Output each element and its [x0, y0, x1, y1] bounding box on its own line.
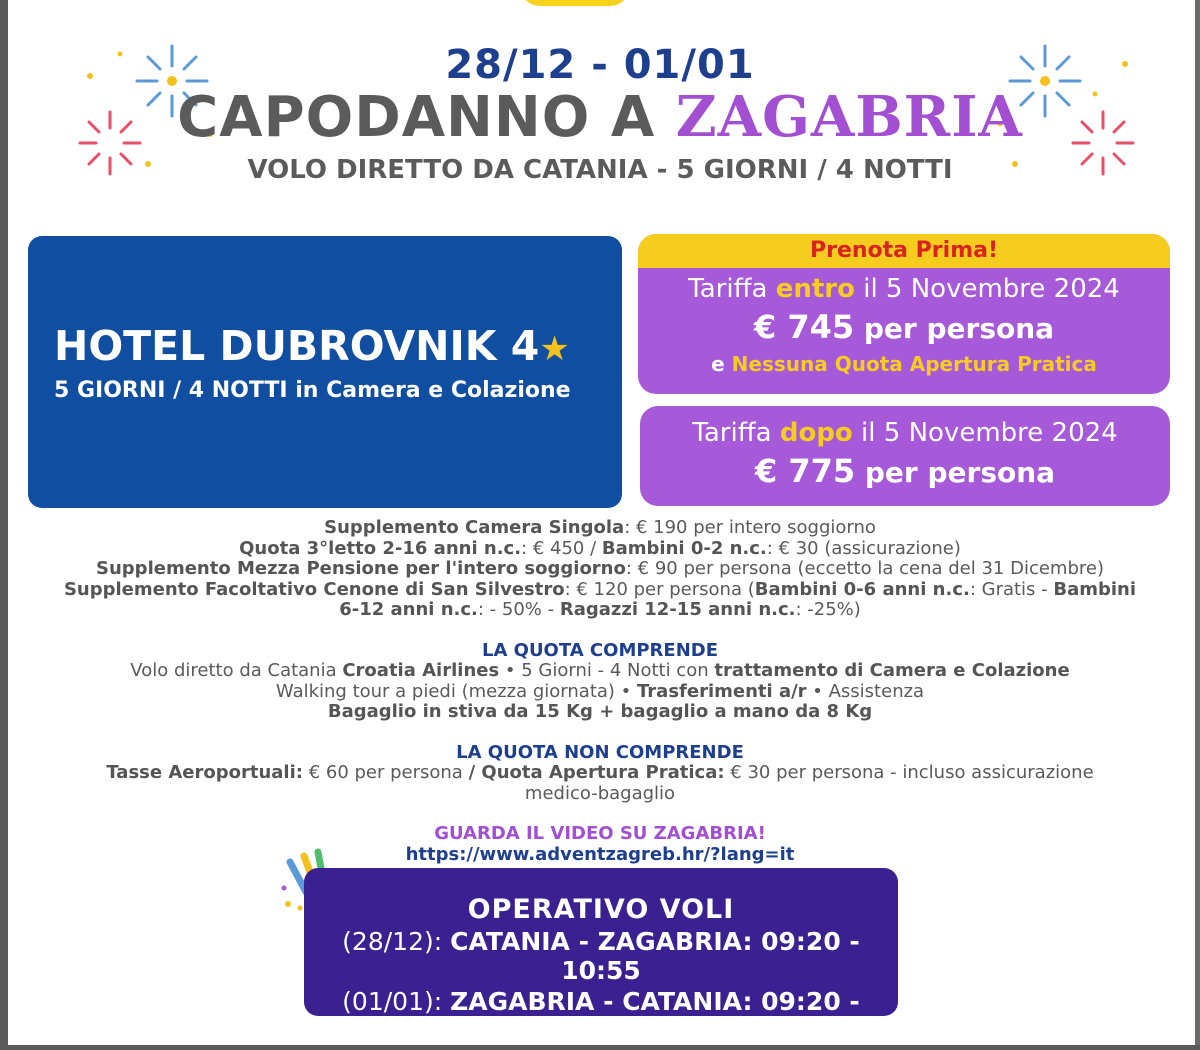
trip-dates: 28/12 - 01/01: [445, 42, 755, 88]
excludes-line-1: [0, 763, 1200, 784]
excludes-heading: LA QUOTA NON COMPRENDE: [456, 741, 744, 763]
supplement-value: : € 30 (assicurazione): [766, 537, 961, 559]
supplement-value: : € 190 per intero soggiorno: [624, 517, 876, 538]
tariff-prefix: Tariffa: [692, 418, 780, 448]
supplement-value: : € 120 per persona (: [564, 578, 755, 600]
late-price: [640, 452, 1170, 490]
early-price-value: € 745: [753, 308, 855, 346]
supplement-label: Bambini 0-2 n.c.: [601, 537, 767, 559]
supplement-label: Quota 3°letto 2-16 anni n.c.: [239, 537, 522, 559]
early-tariff-line: [638, 274, 1170, 304]
early-booking-offer: [638, 234, 1170, 394]
trip-subtitle: VOLO DIRETTO DA CATANIA - 5 GIORNI / 4 NOTTI: [247, 155, 953, 185]
supplement-new-year-dinner-cont: [0, 600, 1200, 621]
hotel-name: [54, 322, 570, 370]
late-tariff-line: [640, 418, 1170, 448]
includes-line-2: [0, 682, 1200, 703]
video-heading: GUARDA IL VIDEO SU ZAGABRIA!: [434, 823, 766, 844]
supplement-value: : Gratis -: [969, 578, 1054, 600]
supplement-label: Bambini 0-6 anni n.c.: [754, 578, 970, 600]
note-prefix: e: [711, 352, 732, 376]
flight-date: (28/12):: [342, 927, 451, 956]
tariff-prefix: Tariffa: [688, 274, 776, 304]
supplement-value: : -25%): [795, 599, 861, 620]
supplement-value: : € 450 /: [521, 537, 602, 559]
flight-route: ZAGABRIA - CATANIA: 09:20 - 10:55: [450, 987, 860, 1045]
supplement-label: Ragazzi 12-15 anni n.c.: [559, 599, 796, 620]
supplement-half-board: [0, 559, 1200, 580]
supplement-label: Bambini: [1053, 578, 1137, 600]
details-section: [0, 518, 1200, 865]
star-icon: ★: [539, 329, 570, 369]
text: Walking tour a piedi (mezza giornata) •: [275, 680, 637, 702]
video-link[interactable]: https://www.adventzagreb.hr/?lang=it: [405, 843, 795, 865]
top-decoration: [520, 0, 630, 6]
includes-heading: LA QUOTA COMPRENDE: [481, 639, 719, 661]
supplement-label: Supplemento Camera Singola: [324, 517, 625, 538]
text-bold: Trasferimenti a/r: [637, 680, 807, 702]
flight-return: [304, 987, 898, 1045]
hotel-name-text: HOTEL DUBROVNIK 4: [54, 322, 540, 370]
flight-route: CATANIA - ZAGABRIA: 09:20 - 10:55: [450, 927, 860, 985]
flight-date: (01/01):: [342, 987, 451, 1016]
supplement-label: Supplemento Facoltativo Cenone di San Silvestro: [63, 578, 565, 600]
note-highlight: Nessuna Quota Apertura Pratica: [731, 352, 1097, 376]
text: • Assistenza: [806, 680, 925, 702]
tariff-keyword: dopo: [779, 418, 853, 448]
excludes-line-2: medico-bagaglio: [524, 782, 676, 804]
text-bold: trattamento di Camera e Colazione: [714, 660, 1070, 681]
supplement-label: Supplemento Mezza Pensione per l'intero soggiorno: [96, 558, 626, 579]
text: • 5 Giorni - 4 Notti con: [499, 660, 715, 681]
flight-outbound: [304, 927, 898, 985]
tariff-keyword: entro: [775, 274, 855, 304]
early-price-unit: per persona: [854, 312, 1055, 345]
window-frame-bottom: [0, 1045, 1200, 1050]
late-price-value: € 775: [754, 452, 856, 490]
text: Volo diretto da Catania: [130, 660, 343, 681]
early-note: [638, 352, 1170, 376]
text: € 30 per persona - incluso assicurazione: [724, 762, 1094, 783]
supplement-value: : € 90 per persona (eccetto la cena del 31 Dicembre): [625, 558, 1104, 579]
title-main: CAPODANNO A: [177, 85, 676, 150]
page-title: [0, 84, 1200, 150]
text-bold: Tasse Aeroportuali:: [106, 762, 303, 783]
early-price: [638, 308, 1170, 346]
title-city: ZAGABRIA: [675, 84, 1023, 150]
late-price-unit: per persona: [855, 456, 1056, 489]
early-booking-banner: Prenota Prima!: [638, 234, 1170, 268]
supplement-label: 6-12 anni n.c.: [339, 599, 478, 620]
supplement-value: : - 50% -: [477, 599, 560, 620]
text-bold: Croatia Airlines: [342, 660, 500, 681]
hotel-card: [28, 236, 622, 508]
tariff-suffix: il 5 Novembre 2024: [854, 274, 1120, 304]
text: € 60 per persona: [302, 762, 469, 783]
text-bold: / Quota Apertura Pratica:: [468, 762, 725, 783]
supplement-third-bed: [0, 539, 1200, 560]
hotel-details: 5 GIORNI / 4 NOTTI in Camera e Colazione: [54, 378, 571, 403]
supplement-single: [0, 518, 1200, 539]
flight-schedule-heading: OPERATIVO VOLI: [467, 894, 735, 925]
supplement-new-year-dinner: [0, 580, 1200, 601]
includes-line-3: [0, 702, 1200, 723]
tariff-suffix: il 5 Novembre 2024: [852, 418, 1118, 448]
text-bold: Bagaglio in stiva da 15 Kg + bagaglio a mano da 8 Kg: [327, 701, 873, 722]
late-booking-offer: [640, 406, 1170, 506]
includes-line-1: [0, 661, 1200, 682]
flight-schedule: [304, 868, 898, 1045]
